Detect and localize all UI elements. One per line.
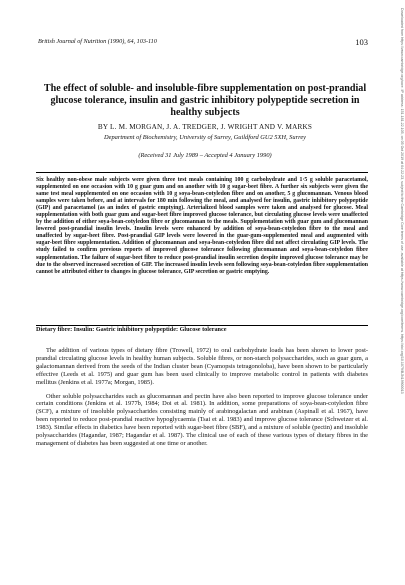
article-title: The effect of soluble- and insoluble-fibre supplementation on post-prandial glucose tolerance, insulin and gastric inhibitory polypeptide secretion in healthy subjects	[43, 83, 367, 118]
download-notice: Downloaded from https://www.cambridge.org/core. IP address: 151.181.22.105, on 05 Oct 2019 at 04:22:23, subject to the Cambridge Core terms of use, available at https://www.cambridge.org/core/terms. https://doi.org/10.1079/BJN19900013	[400, 8, 404, 394]
body-paragraph: The addition of various types of dietary fibre (Trowell, 1972) to oral carbohydrate loads has been shown to lower post-prandial circulating glucose levels in healthy human subjects. Soluble fibres, or non-starch polysaccharides, such as guar gum, a galactomannan derived from the seeds of the Indian cluster bean (Cyamopsis tetragonoloba), have been shown to be particularly effective (Leeds et al. 1975) and guar gum has been used clinically to improve metabolic control in patients with diabetes mellitus (Jenkins et al. 1977a; Morgan, 1985).	[36, 347, 368, 386]
abstract: Six healthy non-obese male subjects were given three test meals containing 100 g carbohydrate and 1·5 g soluble paracetamol, supplemented on one occasion with 10 g guar gum and on another with 10 g sugar-beet fibre. A further six subjects were given the same test meal supplemented on one occasion with 10 g soya-bean-cotyledon fibre and on another, 5 g glucomannan. Venous blood samples were taken before, and at intervals for 180 min following the meal, and analysed for insulin, gastric inhibitory polypeptide (GIP) and paracetamol (as an index of gastric emptying). Arterialized blood samples were taken and analysed for glucose. Meal supplementation with both guar gum and sugar-beet fibre improved glucose tolerance, but circulating glucose levels were unaffected by the addition of either soya-bean-cotyledon fibre or glucomannan to the meals. Supplementation with guar gum and glucomannan lowered post-prandial insulin levels. Insulin levels were enhanced by addition of soya-bean-cotyledon fibre to the meal and unaffected by sugar-beet fibre. Post-prandial GIP levels were lowered in the guar-gum-supplemented meal and augmented with sugar-beet fibre supplementation. Addition of glucomannan and soya-bean-cotyledon fibre did not affect circulating GIP levels. The study failed to confirm previous reports of improved glucose tolerance following glucomannan and soya-bean-cotyledon fibre supplementation. The failure of sugar-beet fibre to reduce post-prandial insulin secretion despite improved glucose tolerance may be due to the observed increased secretion of GIP. The increased insulin levels seen following soya-bean-cotyledon fibre supplementation cannot be attributed either to changes in glucose tolerance, GIP secretion or gastric emptying.	[36, 172, 368, 326]
keywords: Dietary fibre: Insulin: Gastric inhibitory polypeptide: Glucose tolerance	[36, 326, 227, 333]
article-body	[36, 347, 368, 454]
running-header	[38, 38, 368, 45]
affiliation: Department of Biochemistry, University of Surrey, Guildford GU2 5XH, Surrey	[104, 134, 306, 141]
page-number: 103	[355, 37, 368, 47]
body-paragraph: Other soluble polysaccharides such as glucomannan and pectin have also been reported to improve glucose tolerance under certain conditions (Jenkins et al. 1977b, 1984; Doi et al. 1981). In addition, some preparations of soya-bean-cotyledon fibre (SCF), a mixture of insoluble polysaccharides consisting mainly of arabinogalactan and arabinan (Aspinall et al. 1967), have been reported to reduce post-prandial reactive hypoglycaemia (Tsai et al. 1983) and improve glucose tolerance (Schweizer et al. 1983). Similar effects in diabetics have been reported with sugar-beet fibre (SBF), and a mixture of soluble (pectin) and insoluble polysaccharides (Hagandar, 1987; Hagandar et al. 1987). The clinical use of each of these various types of dietary fibres in the management of diabetes has been suggested at one time or another.	[36, 392, 368, 447]
received-date: (Received 31 July 1989 – Accepted 4 January 1990)	[138, 152, 272, 159]
journal-citation: British Journal of Nutrition (1990), 64, 103-110	[38, 38, 157, 45]
author-list: BY L. M. MORGAN, J. A. TREDGER, J. WRIGHT AND V. MARKS	[97, 123, 313, 131]
